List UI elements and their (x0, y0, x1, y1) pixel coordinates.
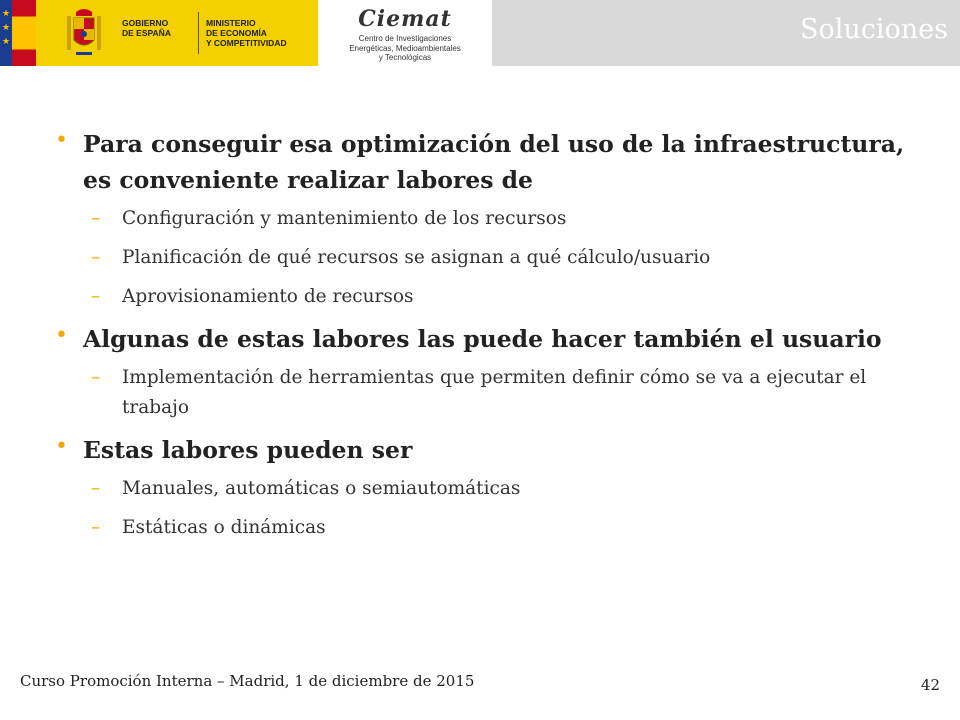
sub-bullet-item (91, 474, 935, 504)
bullet-item (55, 321, 935, 357)
bullet-text: Para conseguir esa optimización del uso de la infraestructura, es conveniente realizar labores de (83, 130, 905, 194)
ciemat-subtitle: Centro de Investigaciones Energéticas, Medioambientales y Tecnológicas (349, 34, 461, 62)
footer-text: Curso Promoción Interna – Madrid, 1 de diciembre de 2015 (20, 672, 475, 690)
sub-bullet-item (91, 282, 935, 312)
dash-icon: – (91, 367, 101, 388)
bullet-icon: • (55, 128, 68, 153)
dash-icon: – (91, 517, 101, 538)
coat-of-arms-icon (64, 6, 104, 60)
dash-icon: – (91, 478, 101, 499)
slide-content (55, 126, 935, 552)
spain-flag (12, 0, 36, 66)
sub-bullet-text: Manuales, automáticas o semiautomáticas (122, 478, 521, 499)
dash-icon: – (91, 208, 101, 229)
bullet-icon: • (55, 434, 68, 459)
sub-bullet-item (91, 204, 935, 234)
ciemat-logo: Ciemat (358, 6, 452, 32)
divider (198, 12, 199, 54)
slide-header (0, 0, 960, 66)
sub-bullet-text: Configuración y mantenimiento de los recursos (122, 208, 567, 229)
star-icon: ★ (2, 23, 11, 33)
ministry-label: MINISTERIO DE ECONOMÍA Y COMPETITIVIDAD (206, 18, 287, 48)
eu-flag-strip (0, 0, 12, 66)
bullet-item (55, 432, 935, 468)
sub-bullet-item (91, 513, 935, 543)
government-logo-block (36, 0, 318, 66)
sub-bullet-item (91, 243, 935, 273)
star-icon: ★ (2, 9, 11, 19)
star-icon: ★ (2, 37, 11, 47)
sub-bullet-text: Estáticas o dinámicas (122, 517, 326, 538)
slide-title: Soluciones (799, 14, 948, 45)
ciemat-logo-block (318, 0, 492, 66)
government-label: GOBIERNO DE ESPAÑA (122, 18, 171, 38)
dash-icon: – (91, 286, 101, 307)
sub-bullet-text: Implementación de herramientas que permiten definir cómo se va a ejecutar el trabajo (122, 367, 867, 418)
page-number: 42 (920, 676, 940, 694)
title-bar (492, 0, 960, 66)
bullet-item (55, 126, 935, 198)
bullet-text: Algunas de estas labores las puede hacer también el usuario (83, 325, 882, 353)
sub-bullet-text: Planificación de qué recursos se asignan a qué cálculo/usuario (122, 247, 711, 268)
sub-bullet-text: Aprovisionamiento de recursos (122, 286, 414, 307)
dash-icon: – (91, 247, 101, 268)
bullet-text: Estas labores pueden ser (83, 436, 413, 464)
sub-bullet-item (91, 363, 935, 423)
bullet-icon: • (55, 323, 68, 348)
